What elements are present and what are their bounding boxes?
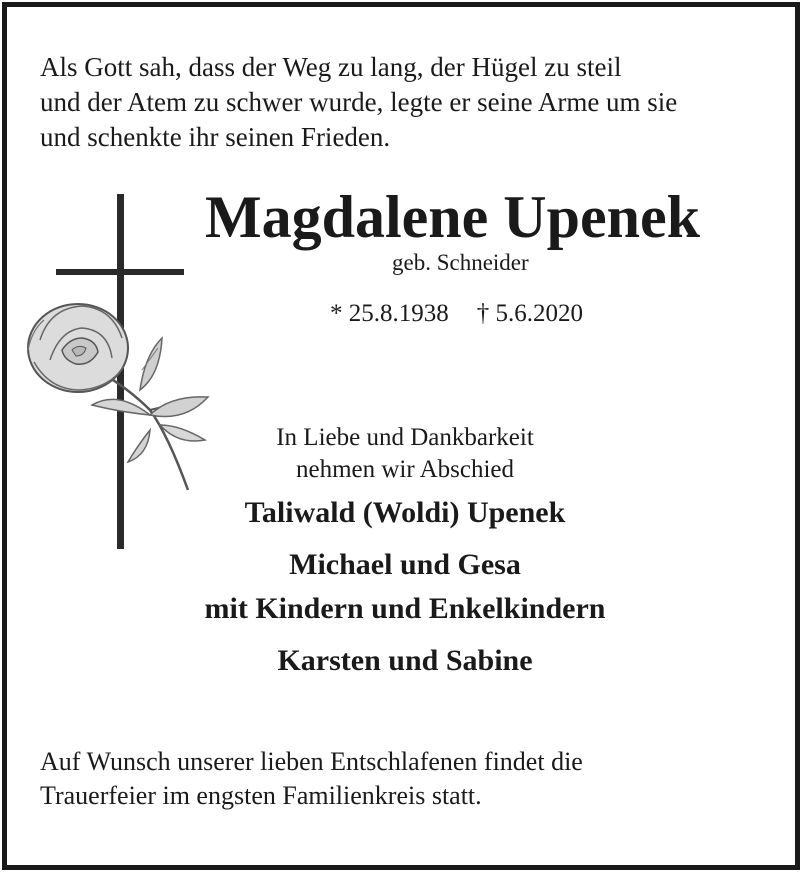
poem-line: und schenkte ihr seinen Frieden.	[40, 122, 391, 152]
birth-name: geb. Schneider	[392, 250, 529, 275]
poem-line: Als Gott sah, dass der Weg zu lang, der Hügel zu steil	[40, 52, 622, 82]
notice-line: Trauerfeier im engsten Familienkreis statt.	[40, 781, 482, 810]
notice-line: Auf Wunsch unserer lieben Entschlafenen findet die	[40, 747, 583, 776]
poem-line: und der Atem zu schwer wurde, legte er seine Arme um sie	[40, 87, 678, 117]
birth-date: * 25.8.1938	[330, 300, 449, 327]
death-date: † 5.6.2020	[476, 300, 583, 327]
farewell-line: In Liebe und Dankbarkeit	[276, 424, 534, 451]
funeral-notice	[40, 745, 583, 813]
mourner-name: mit Kindern und Enkelkindern	[204, 592, 606, 625]
mourner-name: Karsten und Sabine	[277, 644, 533, 677]
farewell-line: nehmen wir Abschied	[295, 456, 514, 483]
poem	[40, 50, 677, 155]
deceased-name: Magdalene Upenek	[205, 184, 700, 250]
farewell-text	[100, 422, 710, 486]
mourner-name: Michael und Gesa	[289, 548, 521, 581]
life-dates	[330, 300, 583, 328]
mourner-name: Taliwald (Woldi) Upenek	[244, 496, 566, 529]
